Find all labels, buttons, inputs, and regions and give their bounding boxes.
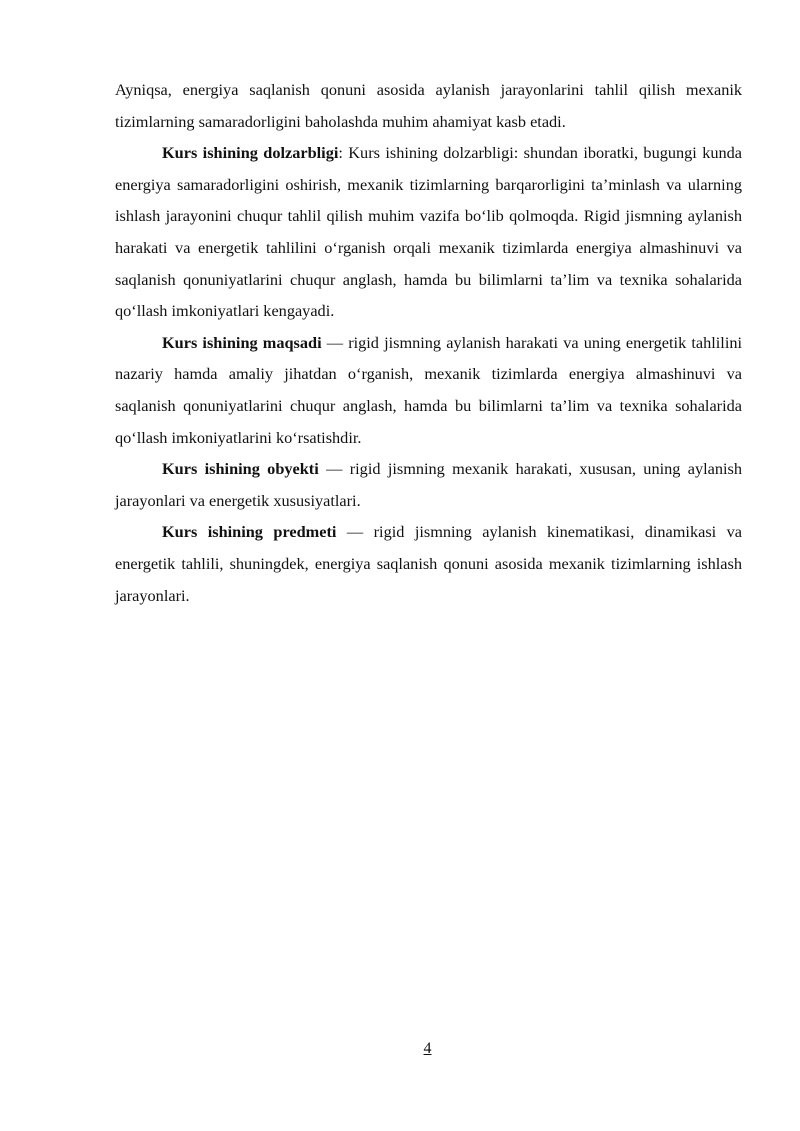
subject-text: rigid jismning aylanish kinematikasi, dinamikasi va energetik tahlili, shuningdek, energiya saqlanish qonuni asosida mexanik tizimlarning ishlash jarayonlari.: [115, 522, 742, 605]
relevance-separator: :: [338, 143, 349, 163]
goal-text: rigid jismning aylanish harakati va uning energetik tahlilini nazariy hamda amaliy jihatdan o‘rganish, mexanik tizimlarda energiya almashinuvi va saqlanish qonuniyatlarini chuqur anglash, hamda bu bilimlarni ta’lim va texnika sohalarida qo‘llash imkoniyatlarini ko‘rsatishdir.: [115, 332, 743, 447]
object-separator: —: [318, 459, 350, 479]
goal-term: Kurs ishining maqsadi: [162, 332, 322, 352]
goal-separator: —: [321, 332, 349, 352]
subject-paragraph: [115, 516, 742, 611]
goal-paragraph: [115, 327, 742, 453]
page-number: 4: [423, 1040, 432, 1057]
relevance-term: Kurs ishining dolzarbligi: [162, 143, 339, 163]
subject-separator: —: [336, 522, 374, 542]
relevance-text: Kurs ishining dolzarbligi: shundan iboratki, bugungi kunda energiya samaradorligini oshirish, mexanik tizimlarning barqarorligini ta’minlash va ularning ishlash jarayonini chuqur tahlil qilish muhim vazifa bo‘lib qolmoqda. Rigid jismning aylanish harakati va energetik tahlilini o‘rganish orqali mexanik tizimlarda energiya almashinuvi va saqlanish qonuniyatlarini chuqur anglash, hamda bu bilimlarni ta’lim va texnika sohalarida qo‘llash imkoniyatlari kengayadi.: [115, 143, 742, 321]
object-text: rigid jismning mexanik harakati, xususan, uning aylanish jarayonlari va energetik xususiyatlari.: [115, 459, 742, 510]
object-paragraph: [115, 453, 742, 516]
relevance-paragraph: [115, 137, 742, 327]
subject-term: Kurs ishining predmeti: [162, 522, 337, 542]
object-term: Kurs ishining obyekti: [162, 459, 319, 479]
intro-paragraph: [115, 74, 742, 137]
document-page: [115, 74, 742, 611]
intro-text: Ayniqsa, energiya saqlanish qonuni asosida aylanish jarayonlarini tahlil qilish mexanik tizimlarning samaradorligini baholashda muhim ahamiyat kasb etadi.: [115, 80, 742, 131]
